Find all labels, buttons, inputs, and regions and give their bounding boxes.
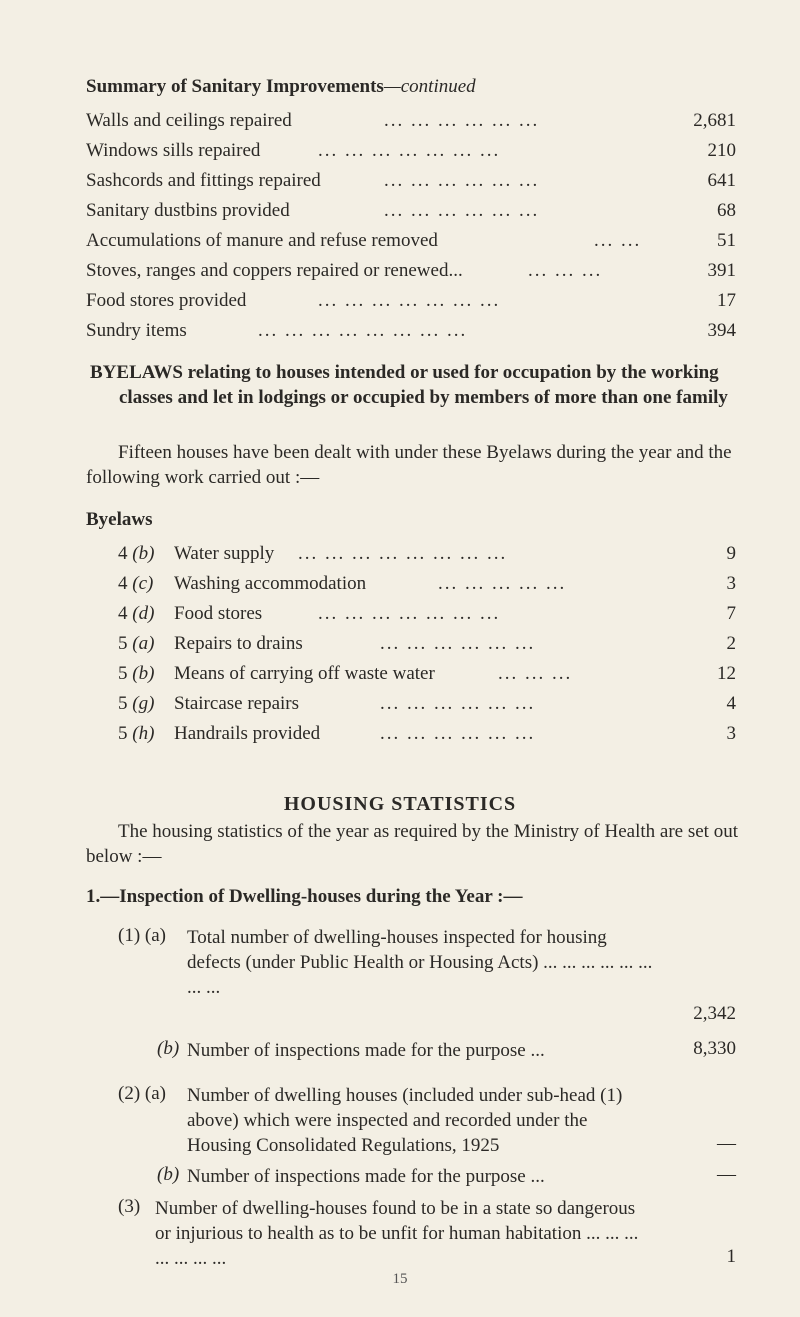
section-heading: 1.—Inspection of Dwelling-houses during the Year :— (86, 886, 523, 907)
byelaw-number: 5 (h) (118, 723, 155, 744)
summary-row (86, 200, 736, 228)
byelaw-value: 2 (726, 633, 736, 654)
item-text: Number of dwelling-houses found to be in a state so dangerous or injurious to health as to be unfit for human habitation ... ... ... ... ... ... ... (155, 1198, 639, 1269)
summary-row-value: 394 (707, 320, 736, 341)
item-marker: (b) (157, 1164, 180, 1185)
summary-row-label: Sanitary dustbins provided (86, 200, 296, 222)
item-text: Total number of dwelling-houses inspected for housing defects (under Public Health or Housing Acts) ... ... ... ... ... ... ... ... (187, 927, 653, 998)
item-marker: (3) (118, 1196, 141, 1217)
byelaw-label: Food stores (174, 603, 263, 624)
byelaw-label: Handrails provided (174, 723, 321, 744)
item-marker: (2) (a) (118, 1083, 166, 1104)
byelaw-row (118, 723, 736, 751)
summary-row (86, 140, 736, 168)
summary-row (86, 320, 736, 348)
byelaw-value: 3 (726, 723, 736, 744)
summary-row-label: Sundry items (86, 320, 193, 342)
leader-dots: ... ... ... ... ... ... ... ... (298, 543, 508, 564)
summary-row-value: 641 (707, 170, 736, 191)
leader-dots: ... ... ... ... ... ... (384, 170, 540, 191)
leader-dots: ... ... ... (498, 663, 573, 684)
item-value: 8,330 (693, 1038, 736, 1059)
item-value: — (717, 1164, 736, 1185)
byelaw-label: Washing accommodation (174, 573, 367, 594)
summary-row-value: 17 (717, 290, 736, 311)
byelaw-number: 4 (d) (118, 603, 155, 624)
byelaw-value: 3 (726, 573, 736, 594)
byelaw-row (118, 603, 736, 631)
byelaw-number: 4 (b) (118, 543, 155, 564)
summary-title (86, 76, 476, 98)
leader-dots: ... ... ... ... ... (438, 573, 567, 594)
summary-title-suffix: —continued (383, 76, 476, 97)
leader-dots: ... ... ... ... ... ... (380, 633, 536, 654)
summary-row (86, 290, 736, 318)
summary-title-text: Summary of Sanitary Improvements (86, 76, 384, 97)
byelaw-label: Means of carrying off waste water (174, 663, 435, 684)
byelaw-number: 5 (b) (118, 663, 155, 684)
leader-dots: ... ... ... ... ... ... (384, 110, 540, 131)
byelaw-value: 7 (726, 603, 736, 624)
leader-dots: ... ... ... ... ... ... (384, 200, 540, 221)
housing-heading: HOUSING STATISTICS (283, 793, 517, 815)
item-marker: (1) (a) (118, 925, 166, 946)
item-value: 2,342 (693, 1003, 736, 1024)
byelaws-subheading: Byelaws (86, 509, 153, 530)
summary-row-value: 391 (707, 260, 736, 281)
item-text: Number of inspections made for the purpose ... (187, 1040, 545, 1061)
byelaw-number: 4 (c) (118, 573, 154, 594)
leader-dots: ... ... ... ... ... ... ... ... (258, 320, 468, 341)
summary-row-value: 68 (717, 200, 736, 221)
item-text: Number of dwelling houses (included under sub-head (1) above) which were inspected and recorded under the Housing Consolidated Regulations, 1925 (187, 1085, 623, 1156)
leader-dots: ... ... ... (528, 260, 603, 281)
summary-row (86, 230, 736, 258)
summary-row (86, 170, 736, 198)
summary-row-value: 210 (707, 140, 736, 161)
leader-dots: ... ... ... ... ... ... (380, 693, 536, 714)
byelaw-value: 12 (717, 663, 736, 684)
page-number: 15 (392, 1271, 408, 1287)
byelaw-label: Repairs to drains (174, 633, 303, 654)
byelaws-heading: BYELAWS relating to houses intended or used for occupation by the working classes and let in lodgings or occupied by members of more than one family (90, 362, 728, 408)
summary-row-label: Accumulations of manure and refuse removed (86, 230, 444, 252)
byelaw-label: Water supply (174, 543, 275, 564)
byelaw-value: 4 (726, 693, 736, 714)
summary-row-label: Food stores provided (86, 290, 252, 312)
byelaw-row (118, 573, 736, 601)
byelaw-number: 5 (a) (118, 633, 155, 654)
byelaw-row (118, 543, 736, 571)
leader-dots: ... ... ... ... ... ... (380, 723, 536, 744)
byelaw-number: 5 (g) (118, 693, 155, 714)
byelaw-row (118, 633, 736, 661)
summary-row-label: Sashcords and fittings repaired (86, 170, 327, 192)
leader-dots: ... ... ... ... ... ... ... (318, 140, 501, 161)
housing-intro: The housing statistics of the year as required by the Ministry of Health are set out below :— (86, 821, 738, 867)
summary-row-label: Windows sills repaired (86, 140, 266, 162)
summary-row (86, 110, 736, 138)
leader-dots: ... ... (594, 230, 642, 251)
leader-dots: ... ... ... ... ... ... ... (318, 290, 501, 311)
item-marker: (b) (157, 1038, 180, 1059)
summary-row-label: Walls and ceilings repaired (86, 110, 298, 132)
summary-row-value: 51 (717, 230, 736, 251)
leader-dots: ... ... ... ... ... ... ... (318, 603, 501, 624)
summary-row (86, 260, 736, 288)
summary-row-label: Stoves, ranges and coppers repaired or renewed... (86, 260, 469, 282)
item-value: — (717, 1133, 736, 1154)
byelaw-row (118, 693, 736, 721)
byelaw-row (118, 663, 736, 691)
byelaw-label: Staircase repairs (174, 693, 300, 714)
byelaw-value: 9 (726, 543, 736, 564)
byelaws-intro: Fifteen houses have been dealt with under these Byelaws during the year and the following work carried out :— (86, 442, 732, 488)
item-text: Number of inspections made for the purpose ... (187, 1166, 545, 1187)
summary-row-value: 2,681 (693, 110, 736, 131)
item-value: 1 (726, 1246, 736, 1267)
